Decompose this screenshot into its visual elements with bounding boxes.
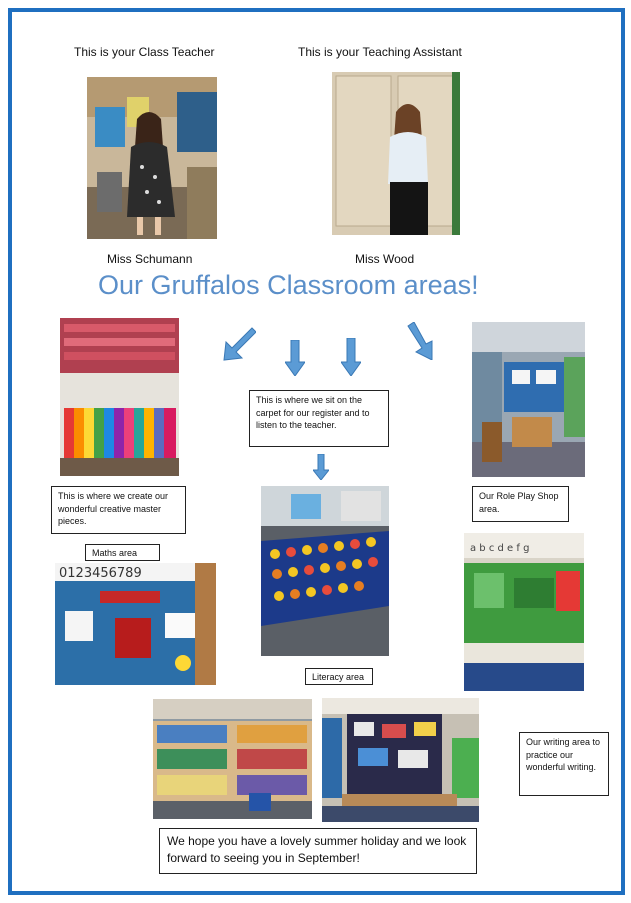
teacher-name: Miss Schumann <box>107 252 193 266</box>
creative-label: This is where we create our wonderful creative master pieces. <box>51 486 186 534</box>
maths-label: Maths area <box>85 544 160 561</box>
closing-message: We hope you have a lovely summer holiday and we look forward to seeing you in September! <box>159 828 477 874</box>
teacher-heading: This is your Class Teacher <box>74 45 215 59</box>
creative-area-photo <box>60 318 179 476</box>
writing-label: Our writing area to practice our wonderful writing. <box>519 732 609 796</box>
writing-area-photo <box>464 533 584 691</box>
svg-text:a b c d e f g: a b c d e f g <box>470 543 530 554</box>
teacher-photo <box>87 77 217 239</box>
page-headline: Our Gruffalos Classroom areas! <box>98 270 479 300</box>
arrow-down-icon <box>313 454 329 480</box>
assistant-heading: This is your Teaching Assistant <box>298 45 462 59</box>
carpet-photo <box>261 486 389 656</box>
svg-text:0123456789: 0123456789 <box>59 566 142 581</box>
carpet-label: This is where we sit on the carpet for our register and to listen to the teacher. <box>249 390 389 447</box>
role-play-label: Our Role Play Shop area. <box>472 486 569 522</box>
maths-area-photo <box>55 563 216 685</box>
arrow-down-left-icon <box>222 326 256 362</box>
arrow-down-icon <box>285 340 305 376</box>
literacy-label: Literacy area <box>305 668 373 685</box>
role-play-photo <box>472 322 585 477</box>
arrow-down-icon <box>341 338 361 376</box>
arrow-down-right-icon <box>406 322 436 360</box>
literacy-area-photo <box>153 699 312 819</box>
assistant-photo <box>332 72 460 235</box>
display-board-photo <box>322 698 479 822</box>
assistant-name: Miss Wood <box>355 252 415 266</box>
